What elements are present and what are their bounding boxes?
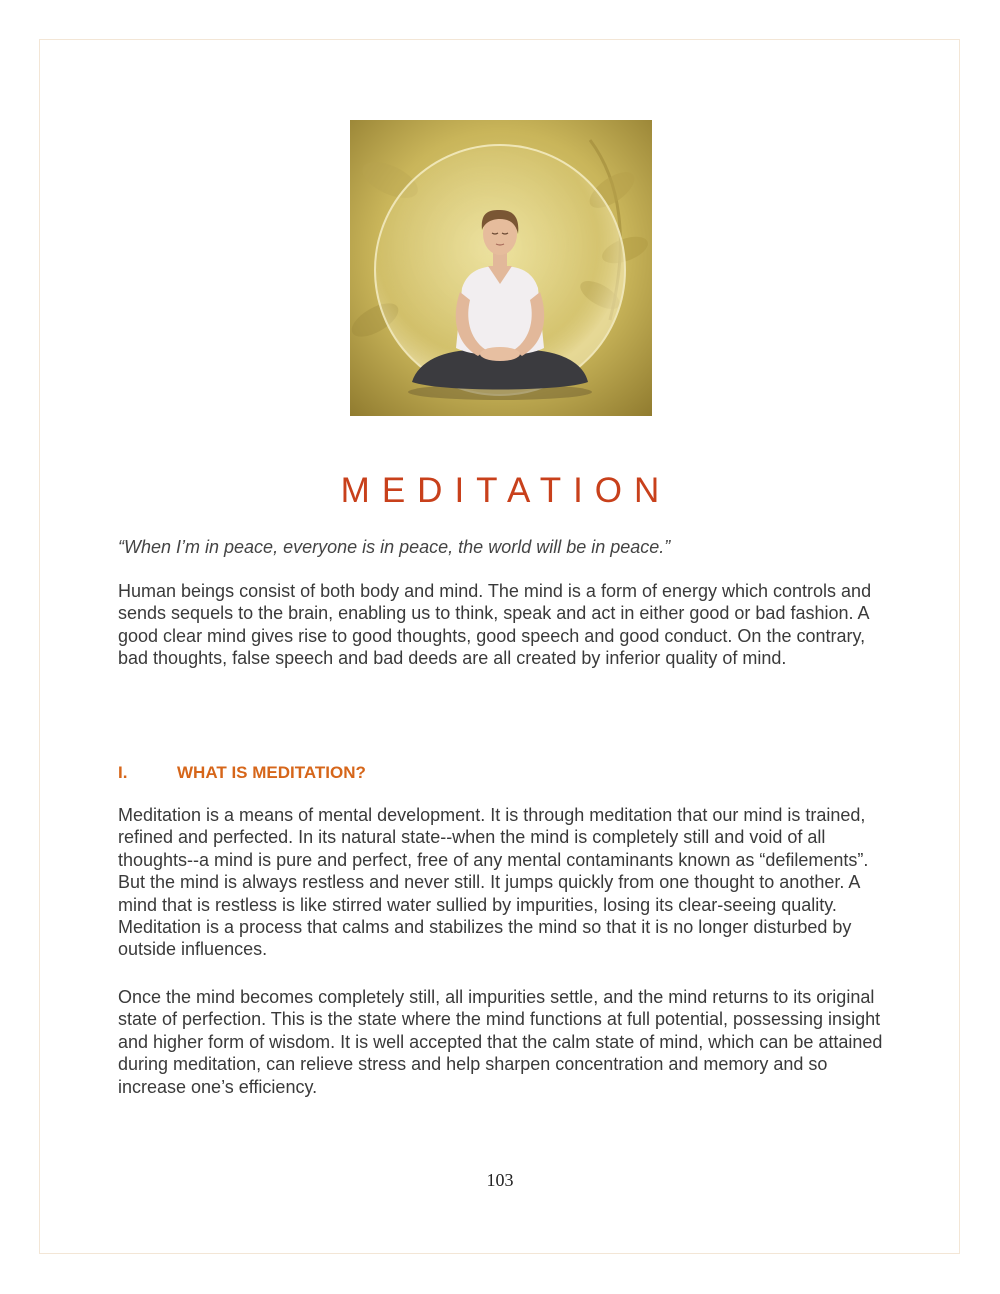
intro-paragraph: Human beings consist of both body and mind. The mind is a form of energy which controls and sends sequels to the brain, enabling us to think, speak and act in either good or bad fashion. A good clear mind gives rise to good thoughts, good speech and good conduct. On the contrary, bad thoughts, false speech and bad deeds are all created by inferior quality of mind. [118, 581, 872, 669]
section-title: WHAT IS MEDITATION? [177, 763, 366, 782]
section-paragraph-2: Once the mind becomes completely still, all impurities settle, and the mind returns to its original state of perfection. This is the state where the mind functions at full potential, possessing insight and higher form of wisdom. It is well accepted that the calm state of mind, which can be attained during meditation, can relieve stress and help sharpen concentration and memory and so increase one’s efficiency. [118, 987, 883, 1097]
section-number: I. [118, 763, 128, 782]
page-number: 103 [486, 1170, 514, 1190]
meditation-photo [350, 120, 652, 416]
page-title: MEDITATION [340, 471, 672, 510]
section-paragraph-1: Meditation is a means of mental development. It is through meditation that our mind is trained, refined and perfected. In its natural state--when the mind is completely still and void of all thoughts--a mind is pure and perfect, free of any mental contaminants known as “defilements”. But the mind is always restless and never still. It jumps quickly from one thought to another. A mind that is restless is like stirred water sullied by impurities, losing its clear-seeing quality. Meditation is a process that calms and stabilizes the mind so that it is no longer disturbed by outside influences. [118, 805, 869, 960]
section-heading [118, 762, 366, 784]
opening-quote: “When I’m in peace, everyone is in peace, the world will be in peace.” [118, 537, 671, 557]
